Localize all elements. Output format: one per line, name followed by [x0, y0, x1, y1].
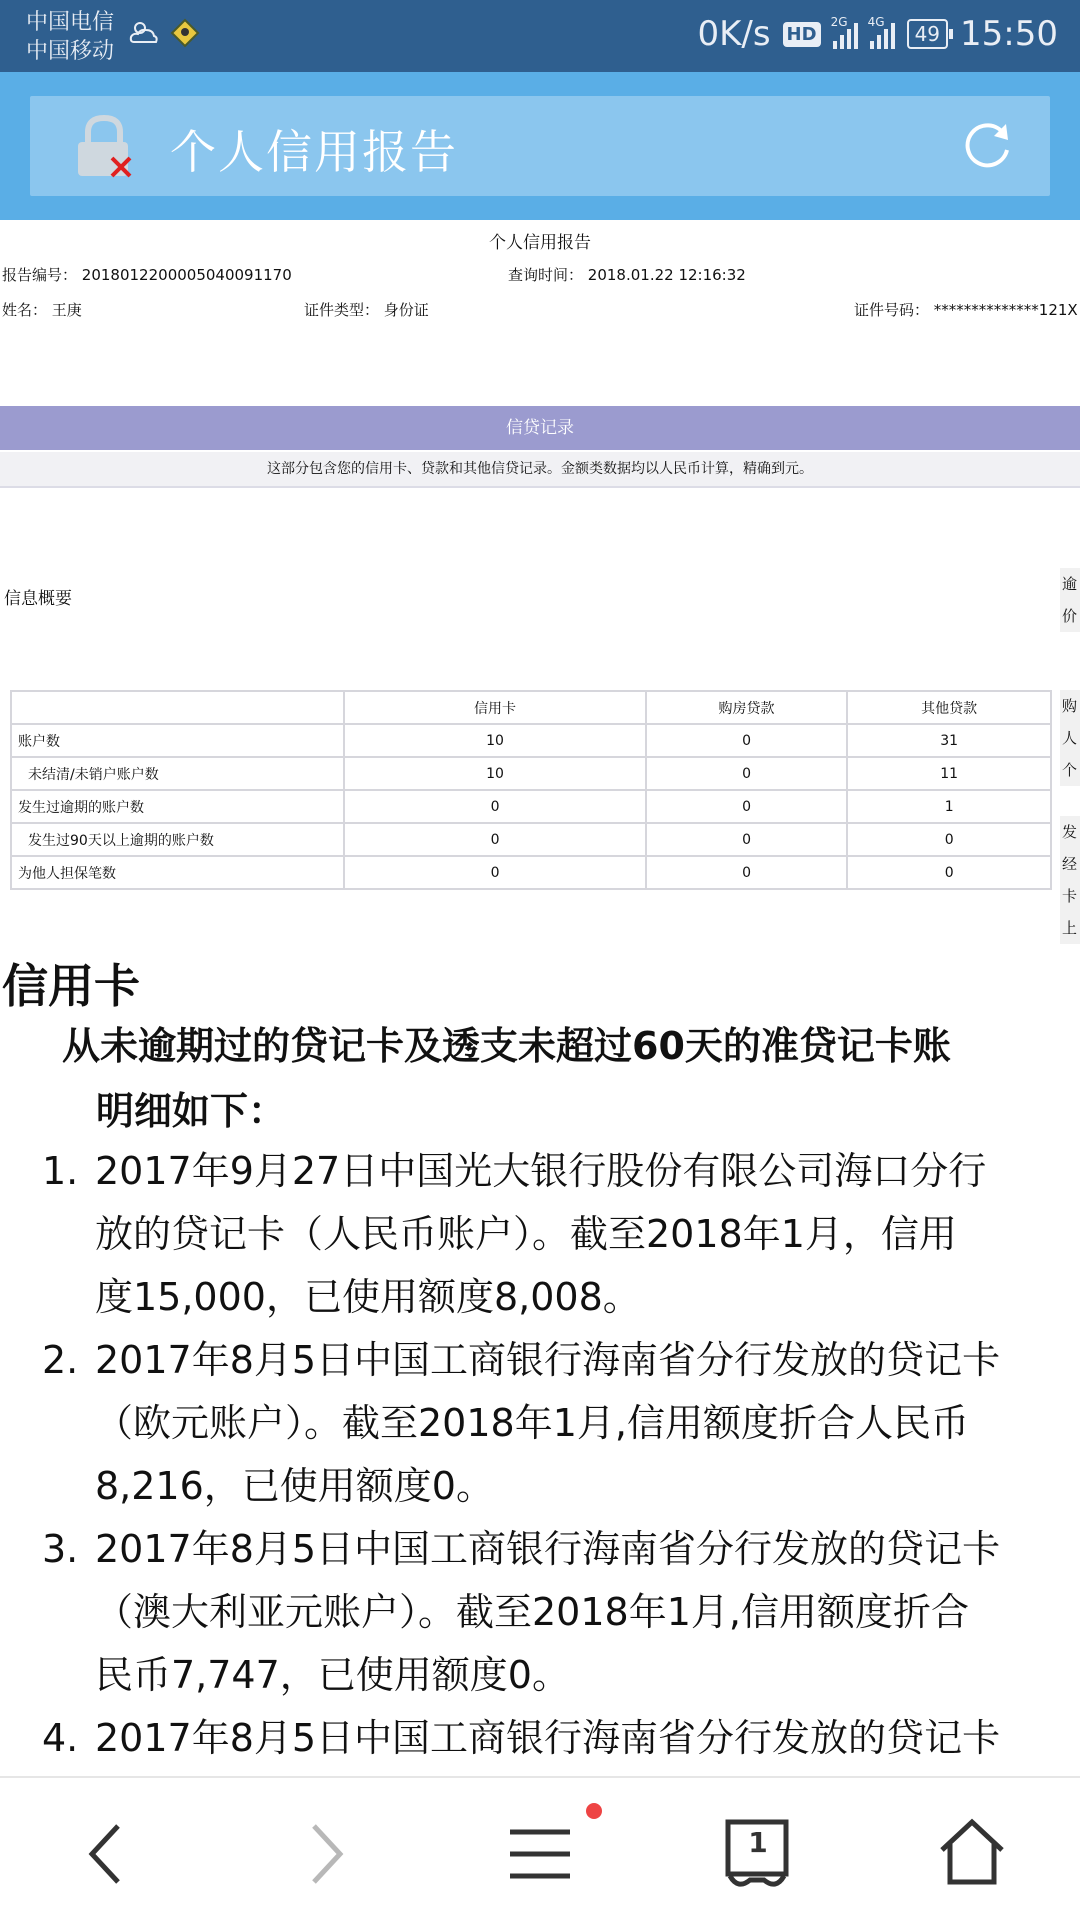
list-item-line: 2017年8月5日中国工商银行海南省分行发放的贷记卡 — [95, 1527, 1001, 1571]
carrier-info — [26, 8, 114, 66]
list-item — [0, 1707, 1080, 1770]
list-item-line: （澳大利亚元账户）。截至2018年1月,信用额度折合 — [95, 1590, 969, 1634]
app-title: 个人信用报告 — [170, 125, 458, 179]
table-row — [11, 856, 1051, 889]
refresh-icon[interactable] — [960, 120, 1014, 174]
table-header: 其他贷款 — [847, 691, 1051, 724]
section-title: 信贷记录 — [0, 406, 1080, 450]
row-label: 为他人担保笔数 — [11, 856, 344, 889]
table-row — [11, 790, 1051, 823]
table-row — [11, 823, 1051, 856]
report-no-value: 2018012200005040091170 — [81, 266, 292, 284]
name-value: 王庚 — [51, 301, 82, 319]
row-label: 未结清/未销户账户数 — [11, 757, 344, 790]
table-cell: 0 — [847, 823, 1051, 856]
table-cell: 10 — [344, 724, 645, 757]
table-cell: 0 — [646, 724, 848, 757]
table-cell: 0 — [344, 790, 645, 823]
table-cell: 0 — [646, 757, 848, 790]
query-time-value: 2018.01.22 12:16:32 — [587, 266, 746, 284]
list-item — [0, 1518, 1080, 1707]
signal-4g-icon — [867, 15, 895, 49]
row-label: 发生过90天以上逾期的账户数 — [11, 823, 344, 856]
carrier-1: 中国电信 — [26, 10, 115, 35]
id-no-value: **************121X — [933, 301, 1078, 319]
home-icon[interactable] — [932, 1814, 1012, 1894]
lock-icon[interactable] — [74, 114, 134, 180]
app-header-bar — [30, 96, 1050, 196]
report-title: 个人信用报告 — [489, 233, 591, 253]
row-label: 账户数 — [11, 724, 344, 757]
report-no-row — [2, 264, 292, 285]
id-type-label: 证件类型： — [304, 301, 380, 319]
table-cell: 31 — [847, 724, 1051, 757]
hd-badge: HD — [783, 22, 821, 47]
status-icons-left — [128, 18, 200, 48]
right-clipped-text-1: 逾 价 — [1060, 568, 1080, 632]
tabs-button[interactable] — [718, 1814, 798, 1894]
forward-icon[interactable] — [286, 1814, 366, 1894]
id-no-label: 证件号码： — [854, 301, 930, 319]
signal-2g-label: 2G — [830, 15, 848, 29]
net-speed: 0K/s — [697, 14, 771, 54]
clock: 15:50 — [960, 14, 1058, 54]
back-icon[interactable] — [66, 1814, 146, 1894]
menu-icon[interactable] — [500, 1814, 580, 1894]
status-bar — [0, 0, 1080, 72]
signal-2g-icon — [830, 15, 858, 49]
right-clipped-text-3: 发 经 卡 上 — [1060, 816, 1080, 944]
table-header-row — [11, 691, 1051, 724]
list-item-line: 8,216，已使用额度0。 — [95, 1464, 494, 1508]
id-type-value: 身份证 — [383, 301, 429, 319]
table-cell: 10 — [344, 757, 645, 790]
table-header: 购房贷款 — [646, 691, 848, 724]
list-item-line: （欧元账户）。截至2018年1月,信用额度折合人民币 — [95, 1401, 969, 1445]
status-right — [697, 14, 1058, 54]
row-label: 发生过逾期的账户数 — [11, 790, 344, 823]
id-no-row — [854, 299, 1078, 320]
bottom-nav — [0, 1776, 1080, 1922]
battery-icon: 49 — [907, 19, 948, 49]
list-item-line: 2017年9月27日中国光大银行股份有限公司海口分行 — [95, 1149, 987, 1193]
summary-table — [10, 690, 1052, 890]
list-item-line: 2017年8月5日中国工商银行海南省分行发放的贷记卡 — [95, 1716, 1001, 1760]
list-item — [0, 1329, 1080, 1518]
name-label: 姓名： — [2, 301, 48, 319]
credit-card-intro: 从未逾期过的贷记卡及透支未超过60天的准贷记卡账 — [62, 1024, 951, 1068]
table-cell: 0 — [344, 856, 645, 889]
table-cell: 1 — [847, 790, 1051, 823]
credit-card-intro-2: 明细如下： — [96, 1089, 287, 1133]
list-item-line: 度15,000，已使用额度8,008。 — [95, 1275, 641, 1319]
table-header — [11, 691, 344, 724]
list-item-line: 2017年8月5日中国工商银行海南省分行发放的贷记卡 — [95, 1338, 1001, 1382]
list-item-number: 4. — [42, 1716, 79, 1760]
table-cell: 0 — [344, 823, 645, 856]
table-row — [11, 724, 1051, 757]
signal-4g-label: 4G — [867, 15, 885, 29]
credit-card-list — [0, 1140, 1080, 1770]
table-header: 信用卡 — [344, 691, 645, 724]
weather-cloud-icon — [128, 18, 160, 46]
section-description: 这部分包含您的信用卡、贷款和其他信贷记录。金额类数据均以人民币计算，精确到元。 — [0, 452, 1080, 488]
credit-card-heading: 信用卡 — [2, 959, 140, 1013]
right-clipped-text-2: 购 人 个 — [1060, 690, 1080, 786]
carrier-2: 中国移动 — [26, 39, 115, 64]
query-time-row — [508, 264, 746, 285]
list-item-line: 放的贷记卡（人民币账户）。截至2018年1月，信用 — [95, 1212, 957, 1256]
report-no-label: 报告编号： — [2, 266, 78, 284]
table-row — [11, 757, 1051, 790]
list-item — [0, 1140, 1080, 1329]
table-cell: 0 — [646, 790, 848, 823]
app-header — [0, 72, 1080, 220]
app-notification-icon — [170, 18, 200, 48]
list-item-line: 民币7,747，已使用额度0。 — [95, 1653, 570, 1697]
tab-count: 1 — [748, 1826, 768, 1859]
table-cell: 0 — [847, 856, 1051, 889]
list-item-number: 3. — [42, 1527, 79, 1571]
list-item-number: 1. — [42, 1149, 79, 1193]
notification-dot — [585, 1802, 603, 1820]
name-row — [2, 299, 82, 320]
id-type-row — [304, 299, 429, 320]
overview-label: 信息概要 — [4, 589, 72, 609]
list-item-number: 2. — [42, 1338, 79, 1382]
table-cell: 0 — [646, 823, 848, 856]
table-cell: 11 — [847, 757, 1051, 790]
table-cell: 0 — [646, 856, 848, 889]
query-time-label: 查询时间： — [508, 266, 584, 284]
